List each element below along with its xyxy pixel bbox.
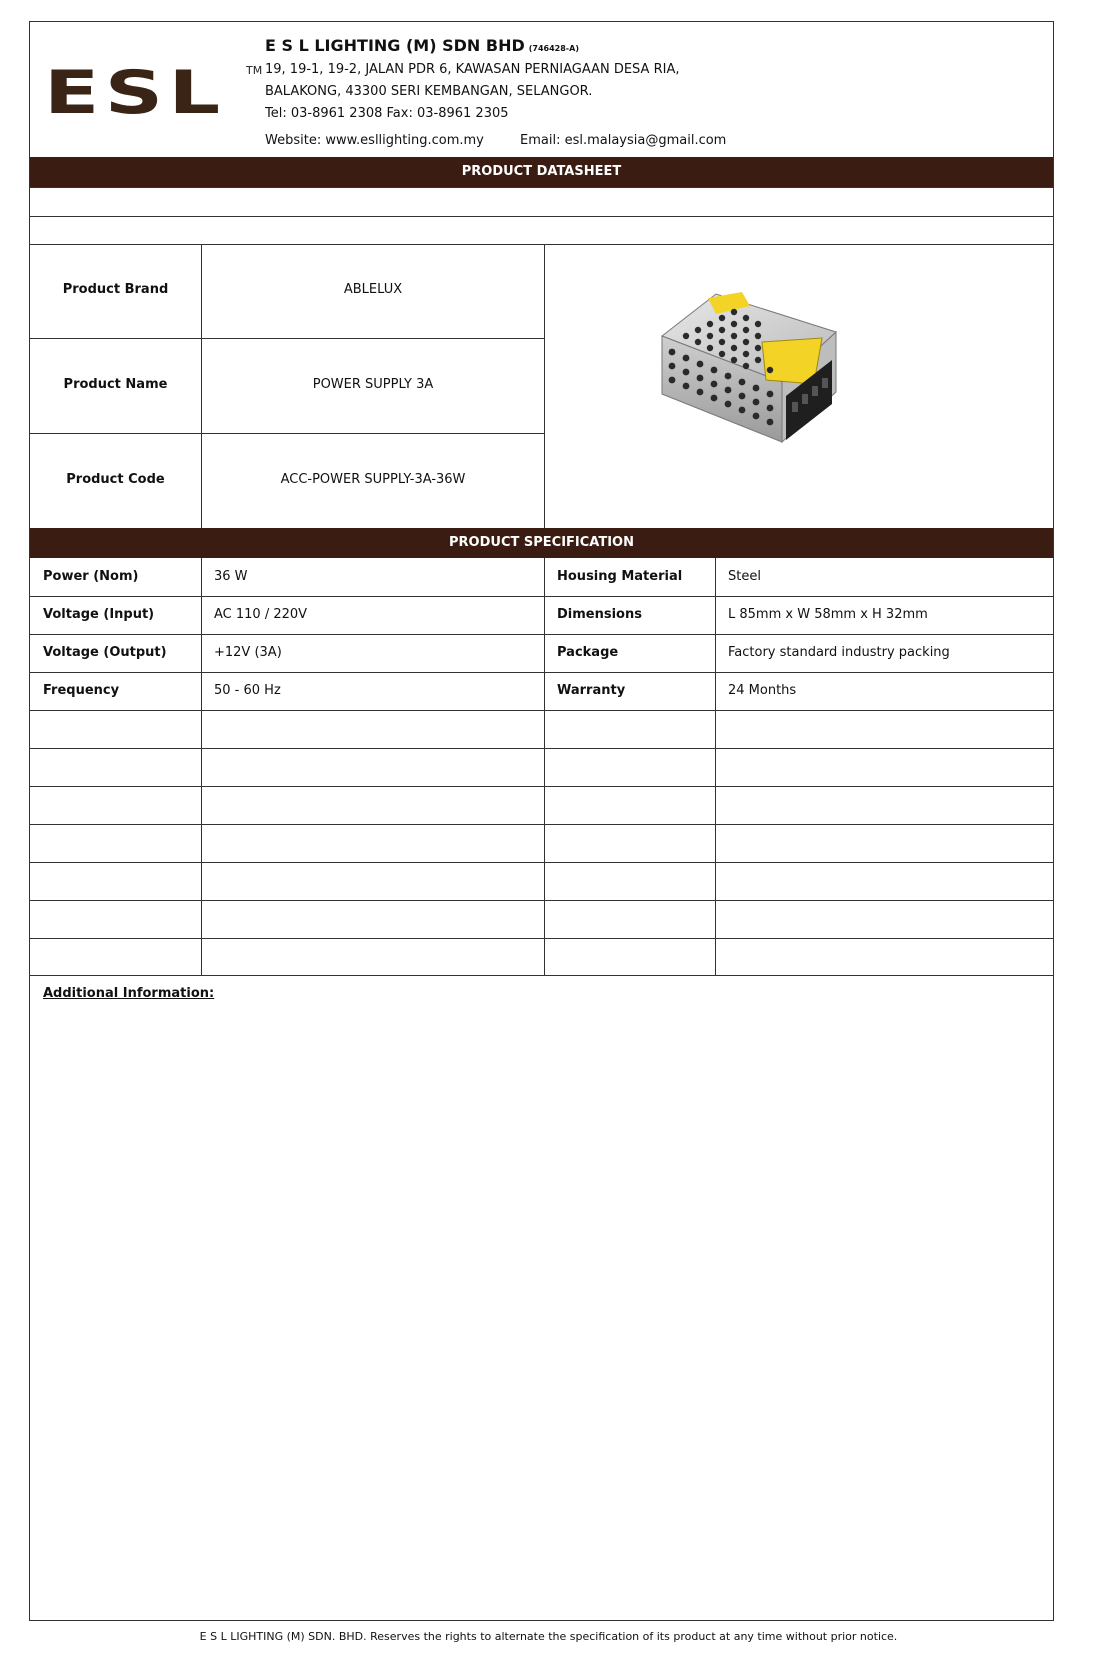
spec-value: 24 Months <box>728 683 797 698</box>
product-name-label: Product Name <box>63 377 168 392</box>
table-bottom-divider <box>30 975 1053 976</box>
row-divider <box>30 862 1053 863</box>
blank-row <box>30 187 1053 216</box>
contact-line <box>265 133 727 148</box>
spec-label: Package <box>557 645 619 660</box>
row-divider <box>30 672 1053 673</box>
product-brand-value: ABLELUX <box>343 282 403 297</box>
divider <box>30 338 544 339</box>
column-divider <box>544 558 545 976</box>
row-divider <box>30 786 1053 787</box>
company-logo <box>44 58 263 140</box>
column-divider <box>201 558 202 976</box>
company-name <box>265 36 579 55</box>
phone-fax: Tel: 03-8961 2308 Fax: 03-8961 2305 <box>265 106 509 121</box>
power-supply-photo-icon <box>646 272 852 468</box>
email-link[interactable]: Email: esl.malaysia@gmail.com <box>520 133 727 148</box>
company-header <box>30 22 1053 165</box>
spec-value: 36 W <box>214 569 248 584</box>
product-code-value: ACC-POWER SUPPLY-3A-36W <box>280 472 466 487</box>
datasheet-title-bar: PRODUCT DATASHEET <box>30 157 1053 187</box>
divider <box>30 433 544 434</box>
spec-value: Steel <box>728 569 761 584</box>
row-divider <box>30 900 1053 901</box>
footer-disclaimer: E S L LIGHTING (M) SDN. BHD. Reserves the rights to alternate the specification of its product at any time without prior notice. <box>199 1630 898 1643</box>
divider <box>30 244 1053 245</box>
company-reg-no: (746428-A) <box>528 44 579 53</box>
spec-value: Factory standard industry packing <box>728 645 950 660</box>
row-divider <box>30 824 1053 825</box>
divider <box>544 244 545 528</box>
address-line-1: 19, 19-1, 19-2, JALAN PDR 6, KAWASAN PERNIAGAAN DESA RIA, <box>265 62 680 77</box>
spec-title-bar: PRODUCT SPECIFICATION <box>30 528 1053 558</box>
product-code-label: Product Code <box>66 472 165 487</box>
column-divider <box>715 558 716 976</box>
spec-label: Frequency <box>43 683 120 698</box>
spec-value: 50 - 60 Hz <box>214 683 281 698</box>
address-line-2: BALAKONG, 43300 SERI KEMBANGAN, SELANGOR. <box>265 84 593 99</box>
spec-label: Housing Material <box>557 569 683 584</box>
spec-value: +12V (3A) <box>214 645 282 660</box>
blank-row <box>30 216 1053 245</box>
spec-label: Dimensions <box>557 607 642 622</box>
spec-label: Warranty <box>557 683 626 698</box>
row-divider <box>30 634 1053 635</box>
spec-label: Power (Nom) <box>43 569 139 584</box>
logo-text: ESL <box>44 58 226 128</box>
spec-label: Voltage (Output) <box>43 645 167 660</box>
spec-value: AC 110 / 220V <box>214 607 308 622</box>
additional-info-label: Additional Information: <box>43 986 215 1001</box>
product-brand-label: Product Brand <box>62 282 169 297</box>
row-divider <box>30 710 1053 711</box>
datasheet-page <box>29 21 1054 1621</box>
company-name-text: E S L LIGHTING (M) SDN BHD <box>265 36 525 55</box>
product-name-value: POWER SUPPLY 3A <box>312 377 434 392</box>
spec-value: L 85mm x W 58mm x H 32mm <box>728 607 928 622</box>
spec-label: Voltage (Input) <box>43 607 155 622</box>
logo-trademark: TM <box>246 64 263 77</box>
row-divider <box>30 938 1053 939</box>
website-link[interactable]: Website: www.esllighting.com.my <box>265 133 484 148</box>
row-divider <box>30 748 1053 749</box>
row-divider <box>30 596 1053 597</box>
